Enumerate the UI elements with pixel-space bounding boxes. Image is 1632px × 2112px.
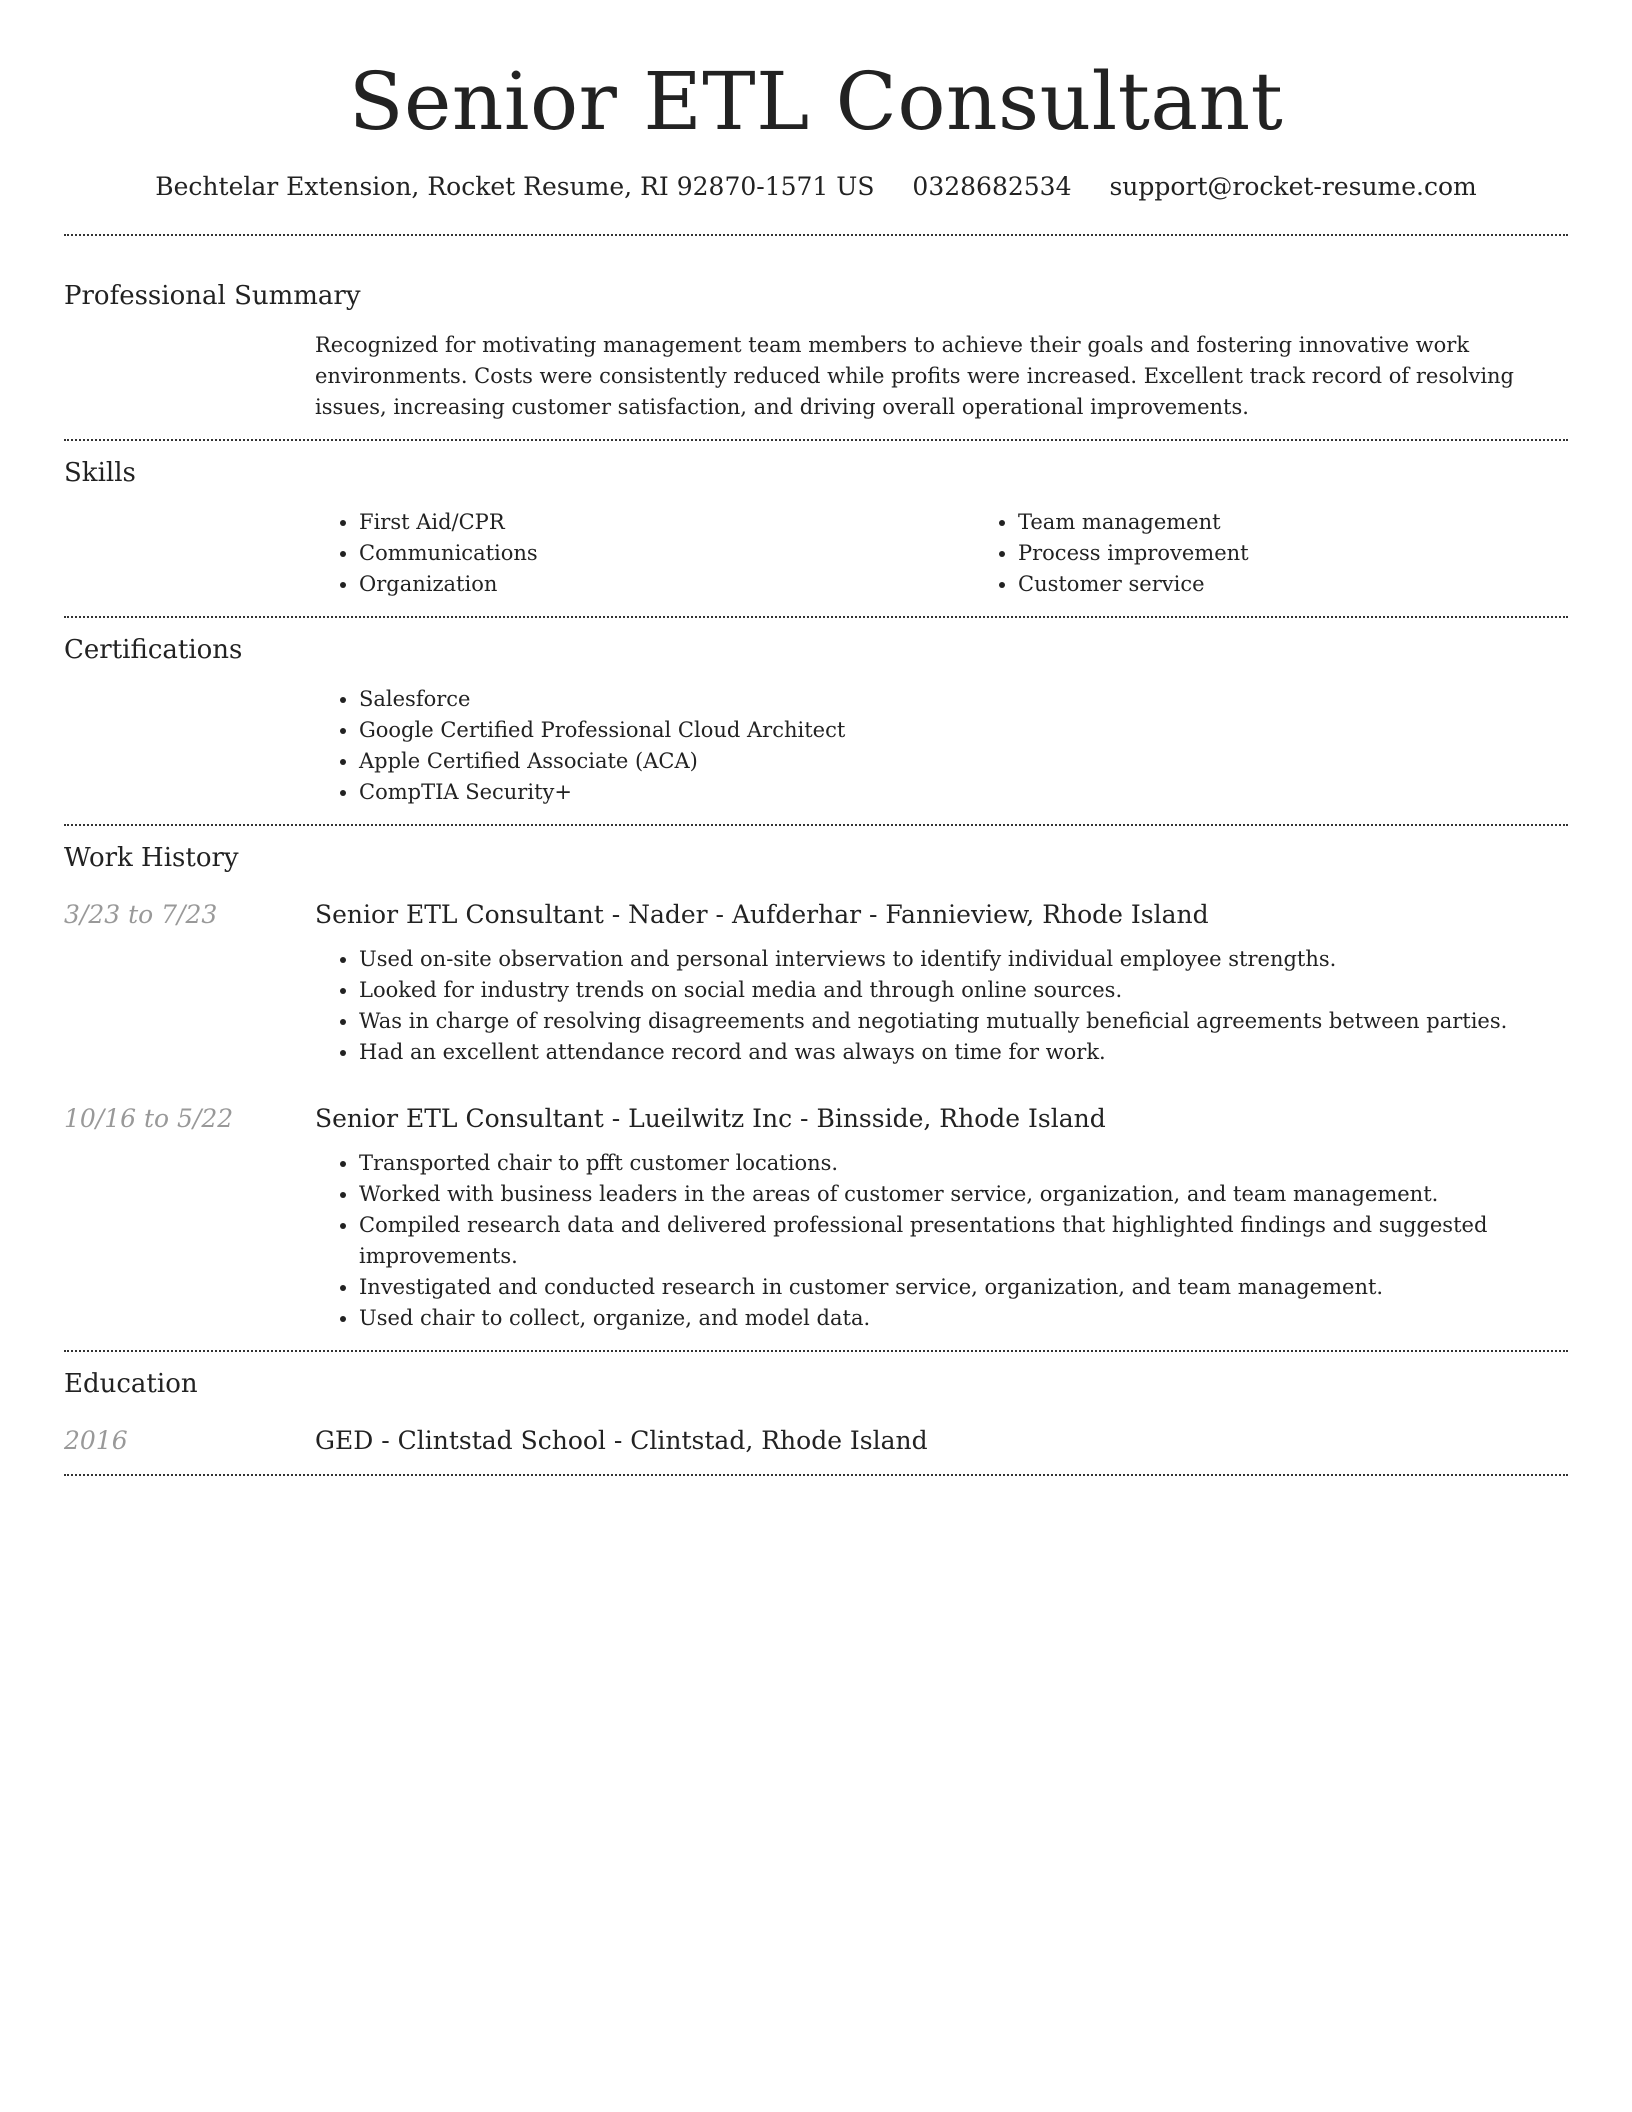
certifications-section: [64, 618, 1568, 824]
job-bullet: • Compiled research data and delivered professional presentations that highlighted findings and suggested improvements.: [359, 1210, 1568, 1272]
job-bullets: [315, 1148, 1568, 1334]
skill-item: • Process improvement: [1018, 538, 1632, 569]
work-history-section: [64, 826, 1568, 1350]
skill-item: • Team management: [1018, 507, 1632, 538]
certification-item: • Google Certified Professional Cloud Architect: [359, 715, 1568, 746]
education-section: [64, 1352, 1568, 1474]
skill-item: • Customer service: [1018, 569, 1632, 600]
skills-grid: [315, 507, 1632, 600]
contact-phone: 0328682534: [912, 172, 1072, 201]
certification-item: • Salesforce: [359, 684, 1568, 715]
candidate-name: Senior ETL Consultant: [348, 55, 1284, 148]
summary-heading: Professional Summary: [64, 281, 361, 311]
skills-list-right: [974, 507, 1632, 600]
divider: [64, 1474, 1568, 1476]
job-bullet: • Had an excellent attendance record and was always on time for work.: [359, 1037, 1568, 1068]
contact-address: Bechtelar Extension, Rocket Resume, RI 92870-1571 US: [155, 172, 875, 201]
certifications-heading: Certifications: [64, 635, 243, 665]
summary-text: Recognized for motivating management team members to achieve their goals and fostering innovative work environments. Costs were consistently reduced while profits were increased. Excellent track record of resolving issues, increasing customer satisfaction, and driving overall operational improvements.: [315, 333, 1514, 419]
skills-section: [64, 441, 1568, 616]
summary-section: [64, 236, 1568, 439]
job-entry: [64, 1102, 1568, 1334]
work-history-heading: Work History: [64, 843, 239, 873]
job-bullet: • Was in charge of resolving disagreements and negotiating mutually beneficial agreements between parties.: [359, 1006, 1568, 1037]
certifications-list: [315, 684, 1568, 808]
resume-header: [64, 0, 1568, 204]
job-entry: [64, 898, 1568, 1068]
job-bullet: • Used on-site observation and personal interviews to identify individual employee strengths.: [359, 944, 1568, 975]
education-date: 2016: [64, 1426, 128, 1455]
certification-item: • Apple Certified Associate (ACA): [359, 746, 1568, 777]
contact-line: [64, 170, 1568, 204]
skill-item: • First Aid/CPR: [359, 507, 974, 538]
skill-item: • Organization: [359, 569, 974, 600]
contact-email: support@rocket-resume.com: [1109, 172, 1477, 201]
certification-item: • CompTIA Security+: [359, 777, 1568, 808]
education-title: GED - Clintstad School - Clintstad, Rhode Island: [315, 1426, 928, 1455]
job-bullet: • Looked for industry trends on social media and through online sources.: [359, 975, 1568, 1006]
skills-list-left: [315, 507, 974, 600]
job-bullet: • Worked with business leaders in the areas of customer service, organization, and team management.: [359, 1179, 1568, 1210]
job-bullet: • Used chair to collect, organize, and model data.: [359, 1303, 1568, 1334]
job-bullet: • Investigated and conducted research in customer service, organization, and team management.: [359, 1272, 1568, 1303]
job-title: Senior ETL Consultant - Nader - Aufderhar - Fannieview, Rhode Island: [315, 900, 1209, 929]
skills-heading: Skills: [64, 458, 136, 488]
job-date: 10/16 to 5/22: [64, 1104, 234, 1133]
job-bullets: [315, 944, 1568, 1068]
job-title: Senior ETL Consultant - Lueilwitz Inc - Binsside, Rhode Island: [315, 1104, 1106, 1133]
skill-item: • Communications: [359, 538, 974, 569]
education-heading: Education: [64, 1369, 198, 1399]
education-entry: [64, 1424, 1568, 1458]
job-bullet: • Transported chair to pfft customer locations.: [359, 1148, 1568, 1179]
job-date: 3/23 to 7/23: [64, 900, 218, 929]
